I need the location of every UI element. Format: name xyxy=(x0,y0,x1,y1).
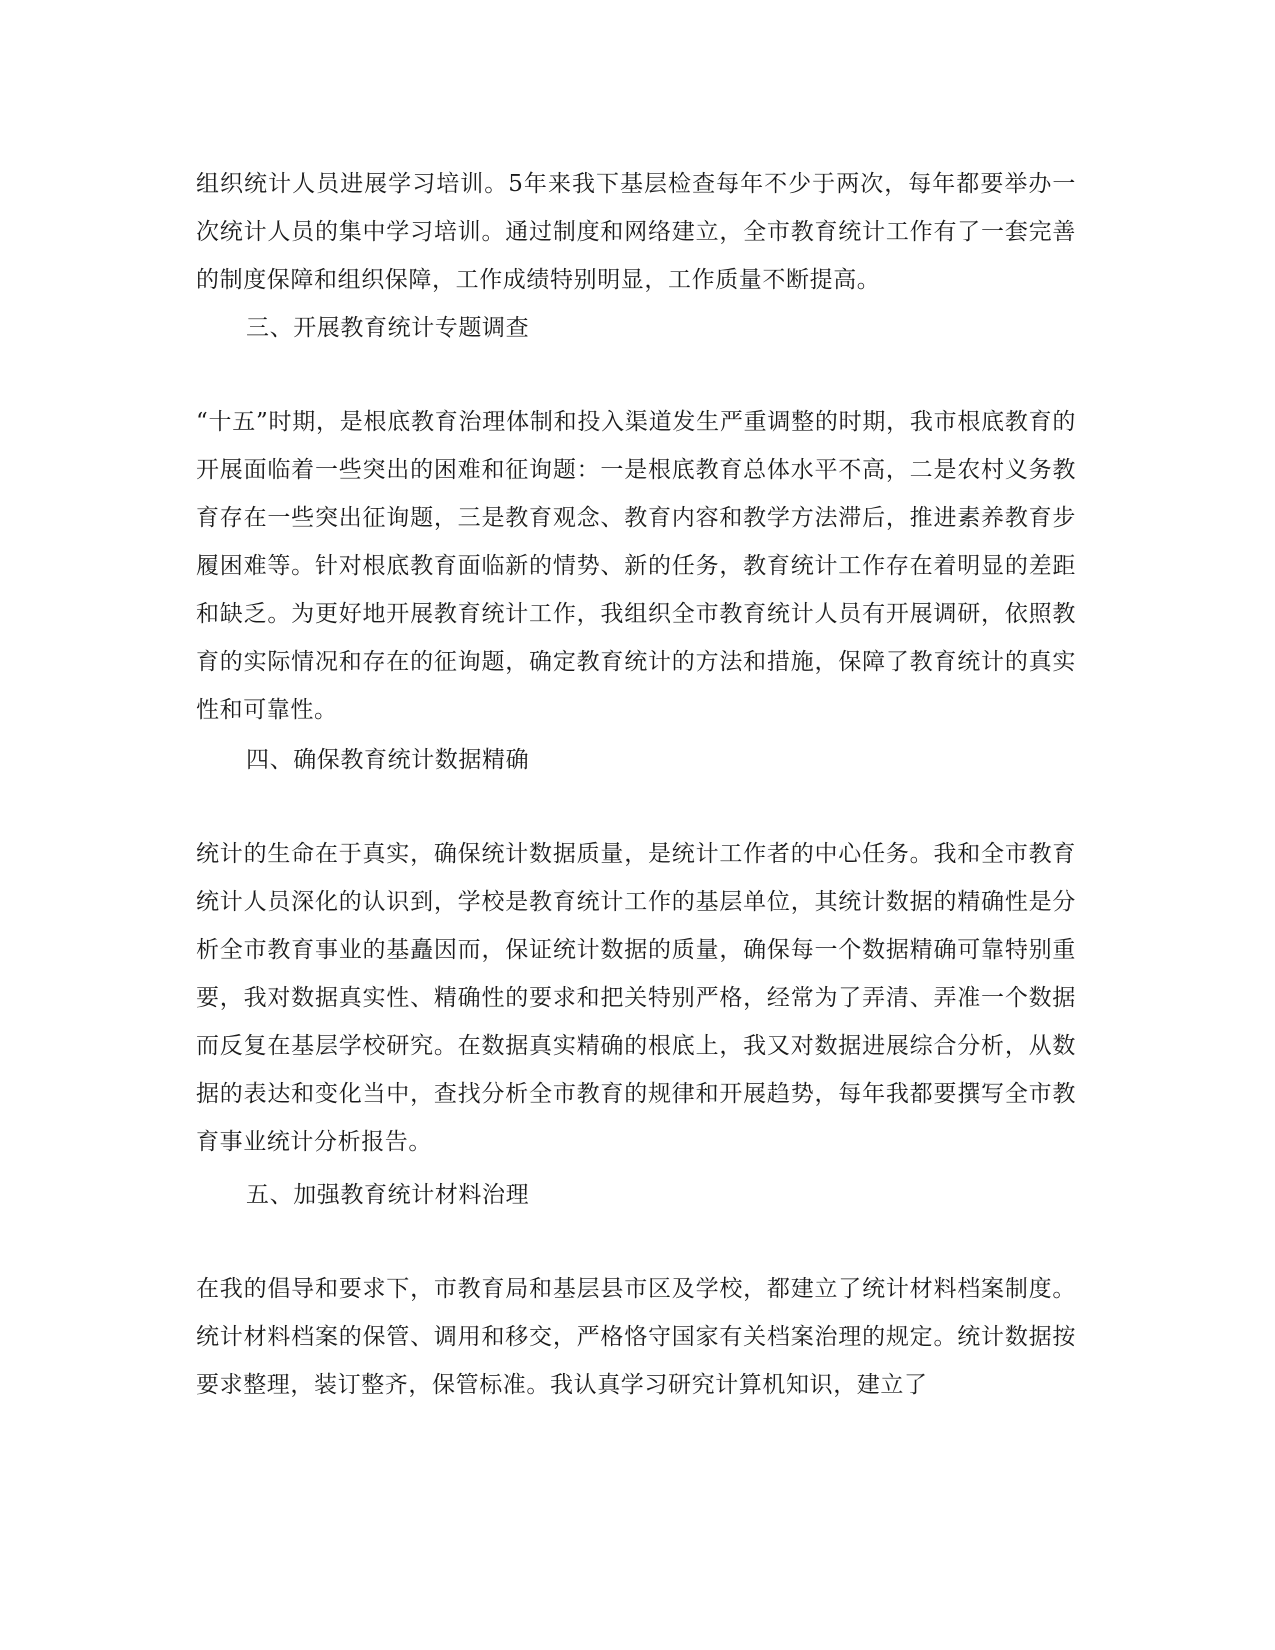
body-paragraph: 统计的生命在于真实，确保统计数据质量，是统计工作者的中心任务。我和全市教育统计人员深化的认识到，学校是教育统计工作的基层单位，其统计数据的精确性是分析全市教育事业的基矗因而，保证统计数据的质量，确保每一个数据精确可靠特别重要，我对数据真实性、精确性的要求和把关特别严格，经常为了弄清、弄准一个数据而反复在基层学校研究。在数据真实精确的根底上，我又对数据进展综合分析，从数据的表达和变化当中，查找分析全市教育的规律和开展趋势，每年我都要撰写全市教育事业统计分析报告。 xyxy=(196,841,1076,1155)
body-paragraph: “十五”时期，是根底教育治理体制和投入渠道发生严重调整的时期，我市根底教育的开展面临着一些突出的困难和征询题：一是根底教育总体水平不高，二是农村义务教育存在一些突出征询题，三是教育观念、教育内容和教学方法滞后，推进素养教育步履困难等。针对根底教育面临新的情势、新的任务，教育统计工作存在着明显的差距和缺乏。为更好地开展教育统计工作，我组织全市教育统计人员有开展调研，依照教育的实际情况和存在的征询题，确定教育统计的方法和措施，保障了教育统计的真实性和可靠性。 xyxy=(196,409,1076,723)
body-paragraph: 组织统计人员进展学习培训。5年来我下基层检查每年不少于两次，每年都要举办一次统计人员的集中学习培训。通过制度和网络建立，全市教育统计工作有了一套完善的制度保障和组织保障，工作成绩特别明显，工作质量不断提高。 xyxy=(196,171,1076,293)
body-paragraph: 在我的倡导和要求下，市教育局和基层县市区及学校，都建立了统计材料档案制度。统计材料档案的保管、调用和移交，严格恪守国家有关档案治理的规定。统计数据按要求整理，装订整齐，保管标准。我认真学习研究计算机知识，建立了 xyxy=(196,1276,1076,1398)
section-heading: 五、加强教育统计材料治理 xyxy=(246,1182,530,1208)
section-heading: 三、开展教育统计专题调查 xyxy=(246,315,530,341)
section-heading: 四、确保教育统计数据精确 xyxy=(246,747,530,773)
